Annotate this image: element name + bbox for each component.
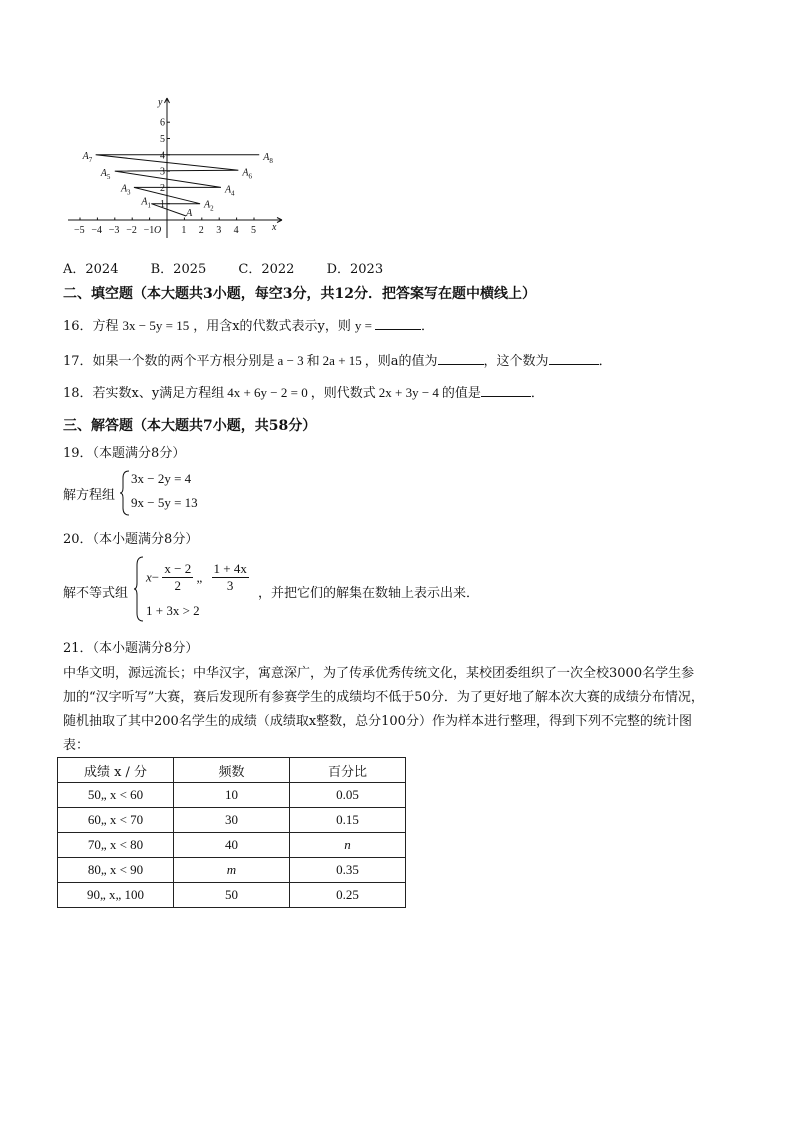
q16-mid: ，用含x的代数式表示y，则 — [193, 319, 351, 334]
table-row — [58, 883, 406, 908]
table-cell: 0.25 — [290, 883, 406, 908]
table-cell: 30 — [174, 808, 290, 833]
option-d[interactable]: D．2023 — [326, 262, 384, 277]
q20-frac1-num: x − 2 — [164, 561, 192, 576]
table-cell: 10 — [174, 783, 290, 808]
y-tick-label: 2 — [160, 182, 165, 194]
x-tick-label: 5 — [251, 225, 256, 236]
table-row — [58, 833, 406, 858]
table-cell: 0.35 — [290, 858, 406, 883]
q17-blank-a[interactable] — [438, 352, 484, 365]
x-tick-label: −3 — [108, 225, 120, 236]
col-header-frequency: 频数 — [174, 758, 290, 783]
table-header-row — [58, 758, 406, 783]
q20-frac1-den: 2 — [174, 578, 182, 593]
q17-mid2: ，这个数为 — [483, 354, 549, 369]
q18-equation: 4x + 6y − 2 = 0 — [227, 385, 308, 400]
x-tick-label: 2 — [198, 225, 204, 236]
point-label-a1: $A_1$ — [141, 196, 151, 210]
point-label-a: A — [186, 208, 193, 219]
point-label-a7: $A_7$ — [82, 150, 93, 164]
q21-line2: 加的“汉字听写”大赛，赛后发现所有参赛学生的成绩均不低于50分．为了更好地了解本次大赛的成绩分布情况， — [63, 690, 704, 705]
q20-tail: ，并把它们的解集在数轴上表示出来． — [258, 586, 480, 601]
point-label-a2: $A_2$ — [204, 199, 214, 213]
q20-frac2 — [212, 561, 249, 594]
q20-frac2-den: 3 — [226, 578, 234, 593]
score-table — [57, 757, 406, 908]
q18-prefix: 18．若实数x、y满足方程组 — [63, 386, 225, 401]
table-cell: 0.05 — [290, 783, 406, 808]
y-tick-label: 5 — [160, 134, 165, 145]
table-cell: 60„ x < 70 — [58, 808, 174, 833]
q17-and: 和 — [306, 354, 320, 369]
section2-heading: 二、填空题（本大题共3小题，每空3分，共12分．把答案写在题中横线上） — [63, 286, 536, 302]
y-tick-label: 3 — [160, 166, 165, 178]
q20-x: x — [146, 569, 152, 585]
q20-rel: „ — [196, 569, 203, 585]
q17 — [63, 350, 612, 369]
col-header-percent: 百分比 — [290, 758, 406, 783]
x-tick-label: 3 — [216, 225, 222, 236]
q19-header: 19．（本题满分8分） — [63, 446, 186, 461]
q20-eq2: 1 + 3x > 2 — [146, 603, 200, 618]
point-label-a6: $A_6$ — [242, 167, 252, 181]
q16-equation: 3x − 5y = 15 — [122, 318, 190, 333]
q20-minus: − — [151, 569, 160, 585]
q18-mid: ，则代数式 — [310, 386, 376, 401]
q20-brace — [133, 556, 145, 622]
q19-lead: 解方程组 — [63, 488, 116, 503]
q19-brace — [119, 470, 131, 516]
q17-prefix: 17．如果一个数的两个平方根分别是 — [63, 354, 275, 369]
q18 — [63, 382, 544, 401]
q17-blank-number[interactable] — [549, 352, 599, 365]
point-label-a5: $A_5$ — [100, 168, 111, 182]
table-cell: 50 — [174, 883, 290, 908]
option-c[interactable]: C．2022 — [238, 262, 295, 277]
q21-header: 21．（本小题满分8分） — [63, 641, 199, 656]
q20-inequality-1 — [146, 561, 249, 594]
x-tick-label: 1 — [181, 225, 187, 236]
option-a[interactable]: A．2024 — [63, 262, 119, 277]
x-tick-label: −5 — [74, 225, 85, 236]
q20-lead: 解不等式组 — [63, 586, 129, 601]
q20-frac1 — [162, 561, 193, 594]
q21-line1: 中华文明，源远流长；中华汉字，寓意深广，为了传承优秀传统文化，某校团委组织了一次全校3000名学生参 — [63, 666, 695, 681]
q20-header: 20．（本小题满分8分） — [63, 532, 199, 547]
table-row — [58, 808, 406, 833]
section3-heading: 三、解答题（本大题共7小题，共58分） — [63, 418, 317, 434]
point-label-a8: $A_8$ — [263, 151, 273, 165]
option-b[interactable]: B．2025 — [150, 262, 207, 277]
q16-prefix: 16．方程 — [63, 319, 119, 334]
q18-tail: 的值是 — [441, 386, 481, 401]
q16-answer-blank[interactable] — [375, 317, 421, 330]
y-axis-label: y — [158, 97, 163, 108]
table-cell: 50„ x < 60 — [58, 783, 174, 808]
q17-mid: ，则a的值为 — [364, 354, 438, 369]
q21-line3: 随机抽取了其中200名学生的成绩（成绩取x整数，总分100分）作为样本进行整理，得到下列不完整的统计图 — [63, 714, 692, 729]
y-tick-label: 4 — [160, 150, 165, 162]
q21-line4: 表： — [63, 738, 90, 753]
table-row — [58, 858, 406, 883]
x-tick-label: −4 — [91, 225, 103, 236]
col-header-score: 成绩 x / 分 — [58, 758, 174, 783]
q21-body — [63, 662, 704, 758]
q17-end: ． — [598, 354, 612, 369]
x-tick-label: −2 — [126, 225, 137, 236]
q15-options — [63, 258, 383, 277]
table-cell: n — [290, 833, 406, 858]
table-cell: 0.15 — [290, 808, 406, 833]
q18-blank[interactable] — [481, 384, 531, 397]
q17-expr2: 2a + 15 — [322, 353, 362, 368]
x-axis-label: x — [272, 222, 277, 233]
table-cell: 80„ x < 90 — [58, 858, 174, 883]
q16 — [63, 315, 434, 334]
table-row — [58, 783, 406, 808]
origin-label: O — [154, 225, 162, 236]
q17-expr1: a − 3 — [277, 353, 304, 368]
q19-eq2: 9x − 5y = 13 — [131, 495, 198, 510]
x-tick-label: −1 — [143, 225, 155, 236]
q16-lhs: y = — [354, 318, 372, 333]
table-cell: 70„ x < 80 — [58, 833, 174, 858]
q18-end: ． — [530, 386, 544, 401]
table-cell: m — [174, 858, 290, 883]
q16-end: ． — [421, 319, 435, 334]
point-label-a3: $A_3$ — [120, 183, 131, 197]
q19-eq1: 3x − 2y = 4 — [131, 471, 192, 486]
q20-frac2-num: 1 + 4x — [213, 561, 247, 576]
y-tick-label: 6 — [160, 117, 165, 129]
zigzag-coordinate-graph — [60, 92, 290, 242]
q18-expr: 2x + 3y − 4 — [378, 385, 439, 400]
x-tick-label: 4 — [233, 225, 239, 236]
y-tick-label: 1 — [160, 199, 165, 211]
table-cell: 40 — [174, 833, 290, 858]
point-label-a4: $A_4$ — [224, 184, 235, 198]
table-cell: 90„ x„ 100 — [58, 883, 174, 908]
